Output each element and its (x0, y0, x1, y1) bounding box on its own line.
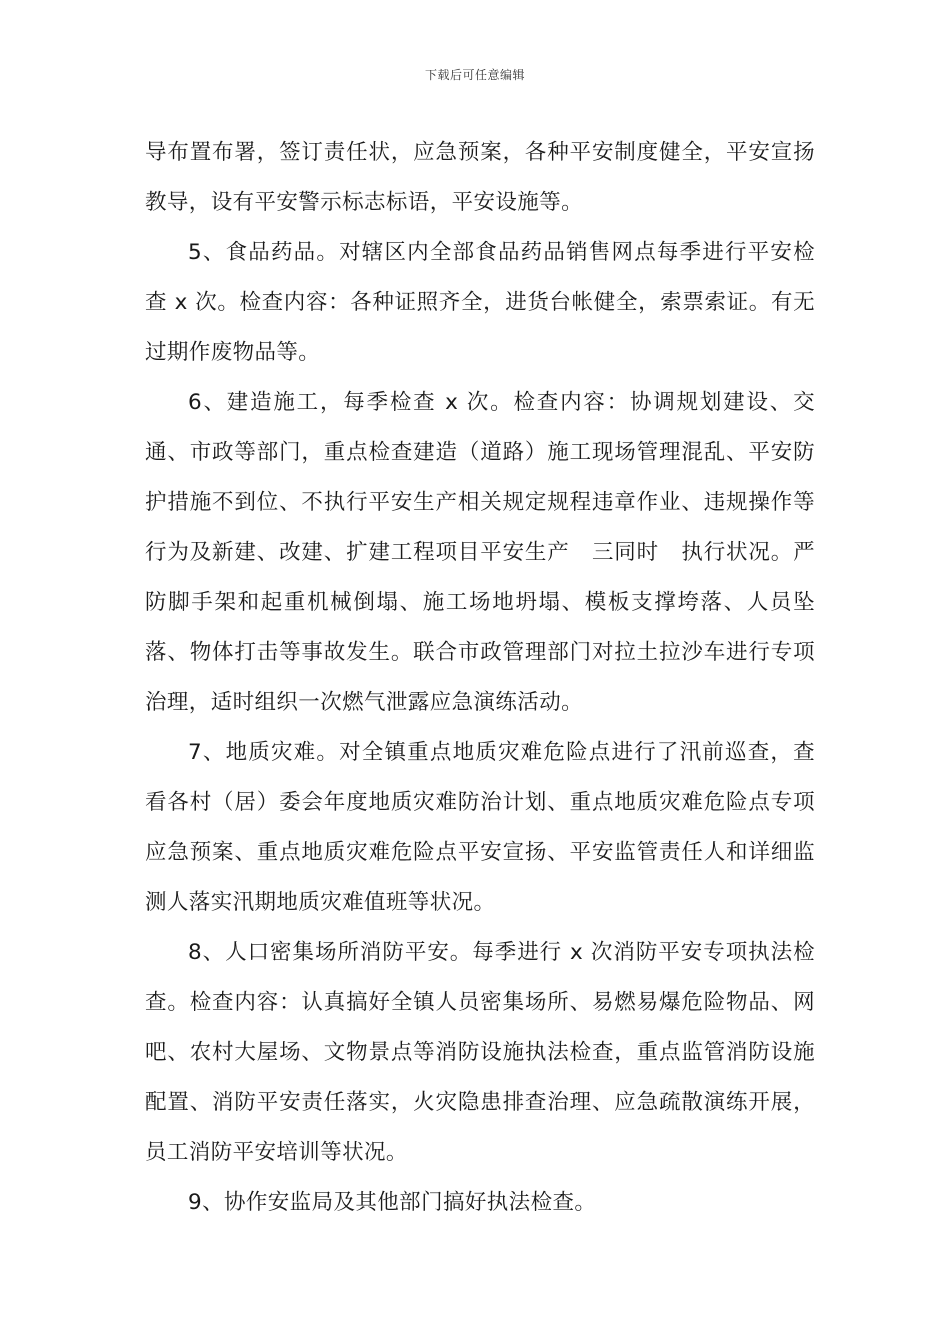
document-body (145, 128, 815, 1228)
paragraph-item-5: 5、食品药品。对辖区内全部食品药品销售网点每季进行平安检查 x 次。检查内容：各种证照齐全，进货台帐健全，索票索证。有无过期作废物品等。 (145, 240, 815, 365)
paragraph-item-9: 9、协作安监局及其他部门搞好执法检查。 (188, 1190, 597, 1215)
page-header: 下载后可任意编辑 (424, 68, 525, 82)
paragraph-item-8: 8、人口密集场所消防平安。每季进行 x 次消防平安专项执法检查。检查内容：认真搞好全镇人员密集场所、易燃易爆危险物品、网吧、农村大屋场、文物景点等消防设施执法检查，重点监管消防设施配置、消防平安责任落实，火灾隐患排查治理、应急疏散演练开展，员工消防平安培训等状况。 (145, 940, 815, 1165)
paragraph-continuation: 导布置布署，签订责任状，应急预案，各种平安制度健全，平安宣扬教导，设有平安警示标志标语，平安设施等。 (145, 140, 815, 215)
paragraph-item-6: 6、建造施工，每季检查 x 次。检查内容：协调规划建设、交通、市政等部门，重点检查建造（道路）施工现场管理混乱、平安防护措施不到位、不执行平安生产相关规定规程违章作业、违规操作等行为及新建、改建、扩建工程项目平安生产 三同时 执行状况。严防脚手架和起重机械倒塌、施工场地坍塌、模板支撑垮落、人员坠落、物体打击等事故发生。联合市政管理部门对拉土拉沙车进行专项治理，适时组织一次燃气泄露应急演练活动。 (145, 390, 815, 715)
paragraph-item-7: 7、地质灾难。对全镇重点地质灾难危险点进行了汛前巡查，查看各村（居）委会年度地质灾难防治计划、重点地质灾难危险点专项应急预案、重点地质灾难危险点平安宣扬、平安监管责任人和详细监测人落实汛期地质灾难值班等状况。 (145, 740, 815, 915)
